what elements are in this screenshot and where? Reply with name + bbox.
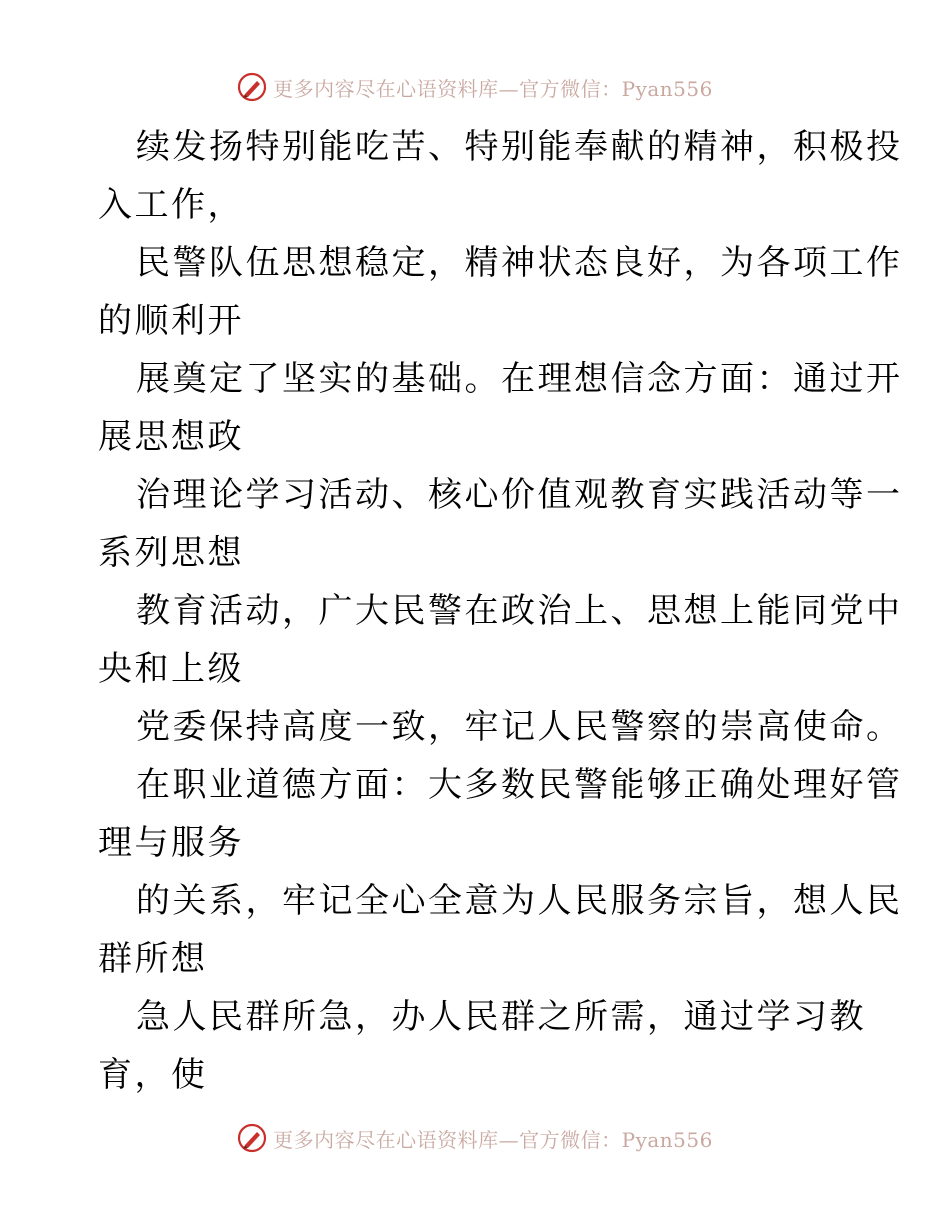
text-line: 教育活动，广大民警在政治上、思想上能同党中 <box>136 591 903 631</box>
text-line: 续发扬特别能吃苦、特别能奉献的精神，积极投 <box>136 127 903 167</box>
text-line: 群所想 <box>98 939 208 979</box>
text-line: 党委保持高度一致，牢记人民警察的崇高使命。 <box>136 707 903 747</box>
watermark-text: 更多内容尽在心语资料库—官方微信：Pyan556 <box>273 1127 713 1152</box>
text-line: 理与服务 <box>98 823 244 863</box>
watermark-text: 更多内容尽在心语资料库—官方微信：Pyan556 <box>273 76 713 101</box>
footer-watermark <box>0 1123 950 1153</box>
pen-logo-icon <box>237 72 267 102</box>
text-line: 的关系，牢记全心全意为人民服务宗旨，想人民 <box>136 881 903 921</box>
text-line: 央和上级 <box>98 649 244 689</box>
text-line: 的顺利开 <box>98 301 244 341</box>
text-line: 民警队伍思想稳定，精神状态良好，为各项工作 <box>136 243 903 283</box>
pen-logo-icon <box>237 1123 267 1153</box>
document-body <box>98 118 903 1104</box>
text-line: 系列思想 <box>98 533 244 573</box>
text-line: 治理论学习活动、核心价值观教育实践活动等一 <box>136 475 903 515</box>
text-line: 在职业道德方面：大多数民警能够正确处理好管 <box>136 765 903 805</box>
header-watermark <box>0 72 950 102</box>
text-line: 展奠定了坚实的基础。在理想信念方面：通过开 <box>136 359 903 399</box>
text-line: 展思想政 <box>98 417 244 457</box>
text-line: 急人民群所急，办人民群之所需，通过学习教 <box>136 997 866 1037</box>
text-line: 入工作， <box>98 185 244 225</box>
text-line: 育，使 <box>98 1055 208 1095</box>
